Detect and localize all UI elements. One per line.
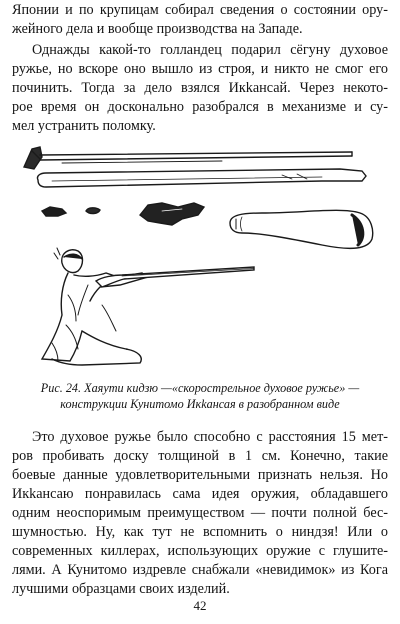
kneeling-samurai-figure <box>42 248 148 365</box>
text-line: современных киллерах, использующих оружие с глушите- <box>12 543 388 559</box>
text-line: боевые данные удовлетворительными признать нельзя. Но <box>12 467 388 483</box>
paragraph-2 <box>12 41 388 136</box>
text-line: мел устранить поломку. <box>12 118 156 134</box>
figure-caption <box>12 380 388 412</box>
caption-line: конструкции Кунитомо Икkансая в разобранном виде <box>60 397 340 411</box>
paragraph-3 <box>12 428 388 599</box>
text-line: Это духовое ружье было способно с расстояния 15 мет- <box>32 429 388 445</box>
text-line: ружье, но вскоре оно вышло из строя, и никто не смог его <box>12 61 388 77</box>
caption-line: Рис. 24. Хаяути кидзю —«скорострельное духовое ружье» — <box>40 381 360 395</box>
gun-stock <box>37 169 366 187</box>
rifle-barrel-with-ramrod <box>24 147 352 169</box>
figure-air-gun-illustration <box>22 135 378 370</box>
text-line: шумностью. Ну, как тут не вспомнить о ниндзя! Или о <box>12 524 388 540</box>
text-line: рое время он досконально разобрался в механизме и су- <box>12 99 388 115</box>
text-line: Икkансаю понравилась сама идея оружия, обладавшего <box>12 486 388 502</box>
text-line: починить. Тогда за дело взялся Икkансай. Через некото- <box>12 80 388 96</box>
text-line: жейного дела и вообще производства на Западе. <box>12 21 303 37</box>
text-line: Однажды какой-то голландец подарил сёгуну духовое <box>32 42 388 58</box>
text-line: лями. А Кунитомо издревле снабжали «невидимок» из Кога <box>12 562 388 578</box>
text-line: лучшими образцами своих изделий. <box>12 581 230 597</box>
text-line: одним неоспоримым преимуществом — почти полной бес- <box>12 505 388 521</box>
rifle-being-aimed <box>96 267 254 287</box>
text-line: Японии и по крупицам собирал сведения о состоянии ору- <box>12 2 388 18</box>
text-line: ров пробивать доску толщиной в 1 см. Конечно, такие <box>12 448 388 464</box>
page-number: 42 <box>193 598 207 613</box>
gun-small-parts <box>42 203 204 225</box>
paragraph-1 <box>12 1 388 39</box>
air-reservoir-butt <box>230 210 373 248</box>
